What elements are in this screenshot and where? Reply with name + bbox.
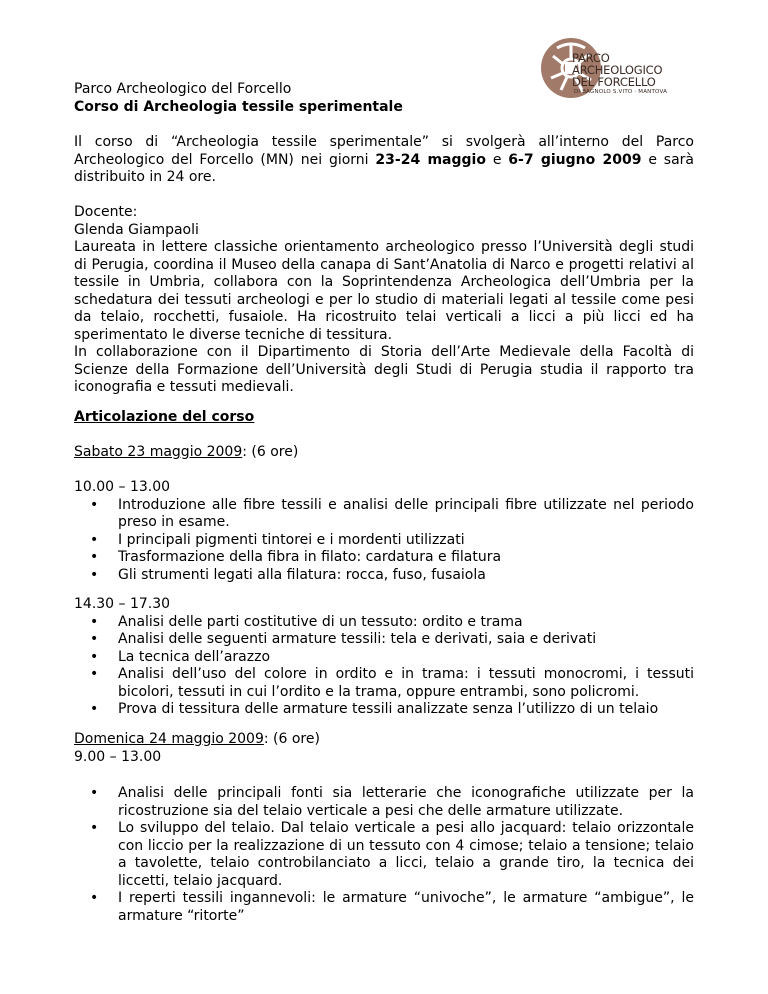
list-item: • Prova di tessitura delle armature tessili analizzate senza l’utilizzo di un telaio: [90, 701, 659, 717]
section-title-text: Articolazione del corso: [74, 409, 255, 425]
list-item: • Analisi delle seguenti armature tessili: tela e derivati, saia e derivati: [90, 631, 597, 647]
park-logo-text: [572, 52, 682, 97]
logo-line-4: DI BAGNOLO S.VITO · MANTOVA: [574, 89, 668, 95]
header-course-title: Corso di Archeologia tessile sperimentale: [74, 98, 403, 115]
list-item: • Introduzione alle fibre tessili e analisi delle principali fibre utilizzate nel periodo preso in esame.: [90, 496, 694, 530]
header-organization: Parco Archeologico del Forcello: [74, 81, 292, 97]
list-item: • Analisi dell’uso del colore in ordito e in trama: i tessuti monocromi, i tessuti bicolori, tessuti in cui l’ordito e la trama, oppure entrambi, sono policromi.: [90, 666, 694, 700]
intro-date-1: 23-24 maggio: [375, 151, 486, 168]
logo-line-3: DEL FORCELLO: [572, 75, 656, 89]
teacher-name: Glenda Giampaoli: [74, 221, 199, 238]
list-item: • Lo sviluppo del telaio. Dal telaio verticale a pesi allo jacquard: telaio orizzontale con liccio per la realizzazione di un tessuto con 4 cimose; telaio a tensione; telaio a tavolette, telaio controbilanciato a licci, telaio a grande tiro, la tecnica dei liccetti, telaio jacquard.: [90, 820, 694, 889]
day1-session1-time: 10.00 – 13.00: [74, 479, 171, 495]
teacher-bio-1: Laureata in lettere classiche orientamento archeologico presso l’Università degli studi di Perugia, coordina il Museo della canapa di Sant’Anatolia di Narco e progetti relativi al tessile in Umbria, collabora con la Soprintendenza Archeologica dell’Umbria per la schedatura dei tessuti archeologi e per lo studio di materiali legati al tessile come pesi da telaio, rocchetti, fusaiole. Ha ricostruito telai verticali a licci a più licci ed ha sperimentato le diverse tecniche di tessitura.: [74, 239, 694, 343]
day2-title: Domenica 24 maggio 2009: [74, 731, 264, 747]
list-item: • Analisi delle principali fonti sia letterarie che iconografiche utilizzate per la ricostruzione sia del telaio verticale a pesi che delle armature utilizzate.: [90, 785, 694, 819]
section-title: [74, 409, 694, 427]
day1-session1-list: [74, 497, 694, 585]
teacher-bio-2: In collaborazione con il Dipartimento di Storia dell’Arte Medievale della Facoltà di Scienze della Formazione dell’Università degli Studi di Perugia studia il rapporto tra iconografia e tessuti medievali.: [74, 344, 694, 395]
list-item: • Analisi delle parti costitutive di un tessuto: ordito e trama: [90, 613, 523, 630]
intro-text-2: e: [485, 151, 509, 168]
day2-time: 9.00 – 13.00: [74, 748, 162, 765]
day1-hours: : (6 ore): [242, 444, 299, 460]
intro-text-3: e sarà distribuito in 24 ore.: [74, 151, 694, 185]
list-item: • I reperti tessili ingannevoli: le armature “univoche”, le armature “ambigue”, le armature “ritorte”: [90, 890, 694, 924]
day1-session1: [74, 479, 694, 584]
list-item: • Gli strumenti legati alla filatura: rocca, fuso, fusaiola: [90, 566, 486, 583]
logo-line-2: ARCHEOLOGICO: [572, 63, 663, 77]
day1-session2-list: [74, 614, 694, 719]
day1-session2-time: 14.30 – 17.30: [74, 596, 171, 612]
day2-session: [74, 785, 694, 925]
intro-paragraph: [74, 134, 694, 187]
day1-heading: [74, 444, 694, 462]
list-item: • I principali pigmenti tintorei e i mordenti utilizzati: [90, 531, 465, 548]
intro-text-1: Il corso di “Archeologia tessile sperimentale” si svolgerà all’interno del Parco Archeologico del Forcello (MN) nei giorni: [74, 134, 694, 168]
logo-line-1: PARCO: [572, 51, 610, 65]
document-header: [74, 81, 403, 116]
intro-date-2: 6-7 giugno 2009: [508, 151, 642, 168]
day1-session2: [74, 596, 694, 719]
teacher-section: [74, 204, 694, 397]
day2-hours: : (6 ore): [263, 731, 320, 747]
teacher-label: Docente:: [74, 204, 138, 220]
list-item: • La tecnica dell’arazzo: [90, 648, 271, 665]
day2-list: [74, 785, 694, 925]
day1-title: Sabato 23 maggio 2009: [74, 444, 243, 460]
list-item: • Trasformazione della fibra in filato: cardatura e filatura: [90, 549, 502, 565]
day2-heading: [74, 731, 694, 766]
